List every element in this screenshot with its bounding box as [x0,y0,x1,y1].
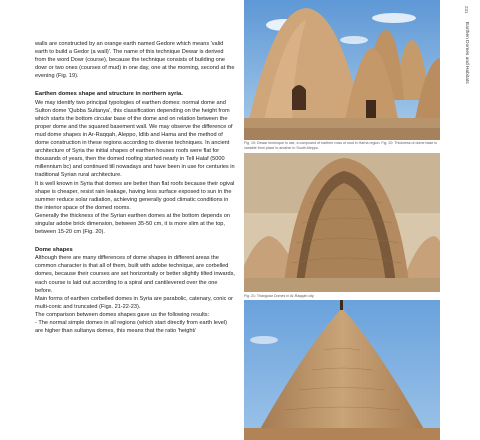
page-number: 231 [464,6,469,14]
paragraph-thickness: Generally the thickness of the Syrian earthen domes at the bottom depends on singular adobe brick dimension, between 35-50 cm, it is more slim at the top, between 15-20 cm (Fig. 20). [35,212,230,236]
paragraph-comparison: The comparison between domes shapes gave us the following results: [35,311,210,318]
photo-dome-arch [244,153,440,292]
paragraph-corbelled: Although there are many differences of dome shapes in different areas the common character is that all of them, built with adobe technique, are corbelled domes, because their courses are set horizontally or better slightly tilted inwards, each course is laid out according to a spiral and cantilevered over the one before. [35,255,235,294]
intro-paragraph: walls are constructed by an orange earth named Gedore which means 'valid earth to build a Gedor (a wall)'. The name of this technique Dewar is derived from the word Dowr (course), because the technique consists of building one dowr or two ones (courses of mud) in one day, one at the morning, second at the evening (Fig. 19). [35,41,235,80]
section-tab-title: Earthen Domes and Habitats [464,22,469,84]
photo-beehive-domes [244,0,440,140]
section-heading-structure: Earthen domes shape and structure in northern syria. [35,91,183,98]
paragraph-forms: Main forms of earthen corbelled domes in Syria are parabolic, catenary, conic or multi-conic and truncated (Figs. 21-22-23). [35,295,233,310]
caption-fig21: Fig. 21: Triangular Domes in Ar-Raqqah city. [244,294,315,298]
caption-fig19-20: Fig. 19: Dewar technique in use, a composed of earthen rows of mud in Harha region. Fig. 20: Thickness of dome base is variable from place to another in South Aleppo. [244,141,437,150]
paragraph-advantages: It is well known in Syria that domes are better than flat roofs because their ogival shape is cheaper, resist rain leakage, having less surface exposed to sun in the summer reduce solar radiation, achieving generally good climatic conditions in the interior space of the domed rooms. [35,180,235,211]
side-tab [461,6,471,146]
paragraph-normal-domes: - The normal simple domes in all regions (which start directly from earth level) are higher than sultanya domes, this means that the ratio 'height/ [35,320,228,335]
section-heading-dome-shapes: Dome shapes [35,247,73,254]
body-text-column [35,40,235,335]
photo-conical-dome [244,300,440,440]
paragraph-typologies: We may identify two principal typologies of earthen domes: normal dome and Sulton dome 'Qubba Sultanya', this classification depending on the height from which starts the bottom circular base of the dome and on relation between the proper dome and the squared basement wall. We may observe the difference of mud dome shapes in Ar-Raqqah, Aleppo, Idlib and Hama and the method of dome construction in these regions according to diverse techniques. In ancient architecture of Syria the initial shapes of earthen houses roofs were flat for thousands of years, then the domed roofing started nearly in Tell Halaf (5000 millennium bc) and continued till nowadays and have been in use for centuries in traditional Syrian rural architecture. [35,99,235,179]
